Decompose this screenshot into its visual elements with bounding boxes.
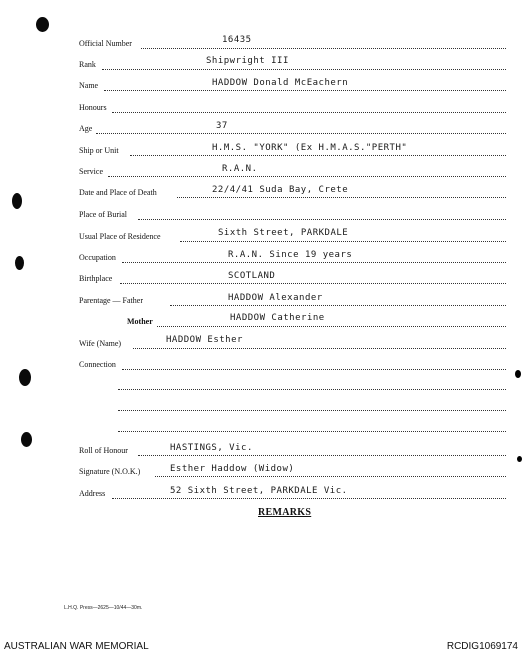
age-line	[96, 133, 506, 134]
wife-line	[133, 348, 506, 349]
signature-value: Esther Haddow (Widow)	[170, 464, 295, 474]
edge-mark	[515, 370, 521, 378]
punch-hole-lower	[19, 369, 31, 386]
official-number-label: Official Number	[79, 39, 132, 48]
signature-label: Signature (N.O.K.)	[79, 467, 141, 476]
connection-line-3	[118, 410, 506, 411]
roll-of-honour-line	[138, 455, 506, 456]
residence-line	[180, 241, 506, 242]
roll-of-honour-label: Roll of Honour	[79, 446, 128, 455]
service-label: Service	[79, 167, 103, 176]
ship-or-unit-value: H.M.S. "YORK" (Ex H.M.A.S."PERTH"	[212, 143, 408, 153]
burial-line	[138, 219, 506, 220]
occupation-line	[122, 262, 506, 263]
record-id: RCDIG1069174	[446, 641, 518, 652]
death-value: 22/4/41 Suda Bay, Crete	[212, 185, 349, 195]
archive-name: AUSTRALIAN WAR MEMORIAL	[4, 641, 149, 652]
ship-or-unit-label: Ship or Unit	[79, 146, 119, 155]
birthplace-value: SCOTLAND	[228, 271, 276, 281]
wife-label: Wife (Name)	[79, 339, 122, 348]
father-value: HADDOW Alexander	[228, 293, 323, 303]
name-label: Name	[79, 81, 99, 90]
father-line	[170, 305, 506, 306]
name-line	[104, 90, 506, 91]
rank-label: Rank	[79, 60, 96, 69]
address-line	[112, 498, 506, 499]
ship-or-unit-line	[130, 155, 506, 156]
official-number-value: 16435	[222, 35, 252, 45]
punch-hole-upper	[12, 193, 22, 209]
mother-line	[157, 326, 506, 327]
wife-value: HADDOW Esther	[166, 335, 243, 345]
mother-label: Mother	[127, 317, 153, 326]
punch-hole-top	[36, 17, 49, 32]
official-number-line	[141, 48, 506, 49]
punch-hole-bottom	[21, 432, 32, 447]
remarks-heading: REMARKS	[258, 507, 312, 518]
address-value: 52 Sixth Street, PARKDALE Vic.	[170, 486, 348, 496]
age-label: Age	[79, 124, 93, 133]
address-label: Address	[79, 489, 106, 498]
punch-hole-mid	[15, 256, 24, 270]
residence-label: Usual Place of Residence	[79, 232, 161, 241]
printer-note: L.H.Q. Press—2625—10/44—30m.	[64, 605, 143, 611]
name-value: HADDOW Donald McEachern	[212, 78, 349, 88]
occupation-label: Occupation	[79, 253, 116, 262]
service-value: R.A.N.	[222, 164, 258, 174]
connection-line-1	[122, 369, 506, 370]
service-line	[108, 176, 506, 177]
honours-label: Honours	[79, 103, 107, 112]
death-label: Date and Place of Death	[79, 188, 157, 197]
edge-mark	[517, 456, 522, 462]
residence-value: Sixth Street, PARKDALE	[218, 228, 349, 238]
honours-line	[112, 112, 506, 113]
burial-label: Place of Burial	[79, 210, 127, 219]
occupation-value: R.A.N. Since 19 years	[228, 250, 353, 260]
signature-line	[155, 476, 506, 477]
roll-of-honour-value: HASTINGS, Vic.	[170, 443, 253, 453]
rank-line	[102, 69, 506, 70]
age-value: 37	[216, 121, 228, 131]
connection-label: Connection	[79, 360, 116, 369]
birthplace-line	[120, 283, 506, 284]
rank-value: Shipwright III	[206, 56, 289, 66]
father-label: Parentage — Father	[79, 296, 143, 305]
death-line	[177, 197, 506, 198]
connection-line-2	[118, 389, 506, 390]
birthplace-label: Birthplace	[79, 274, 113, 283]
connection-line-4	[118, 431, 506, 432]
mother-value: HADDOW Catherine	[230, 313, 325, 323]
